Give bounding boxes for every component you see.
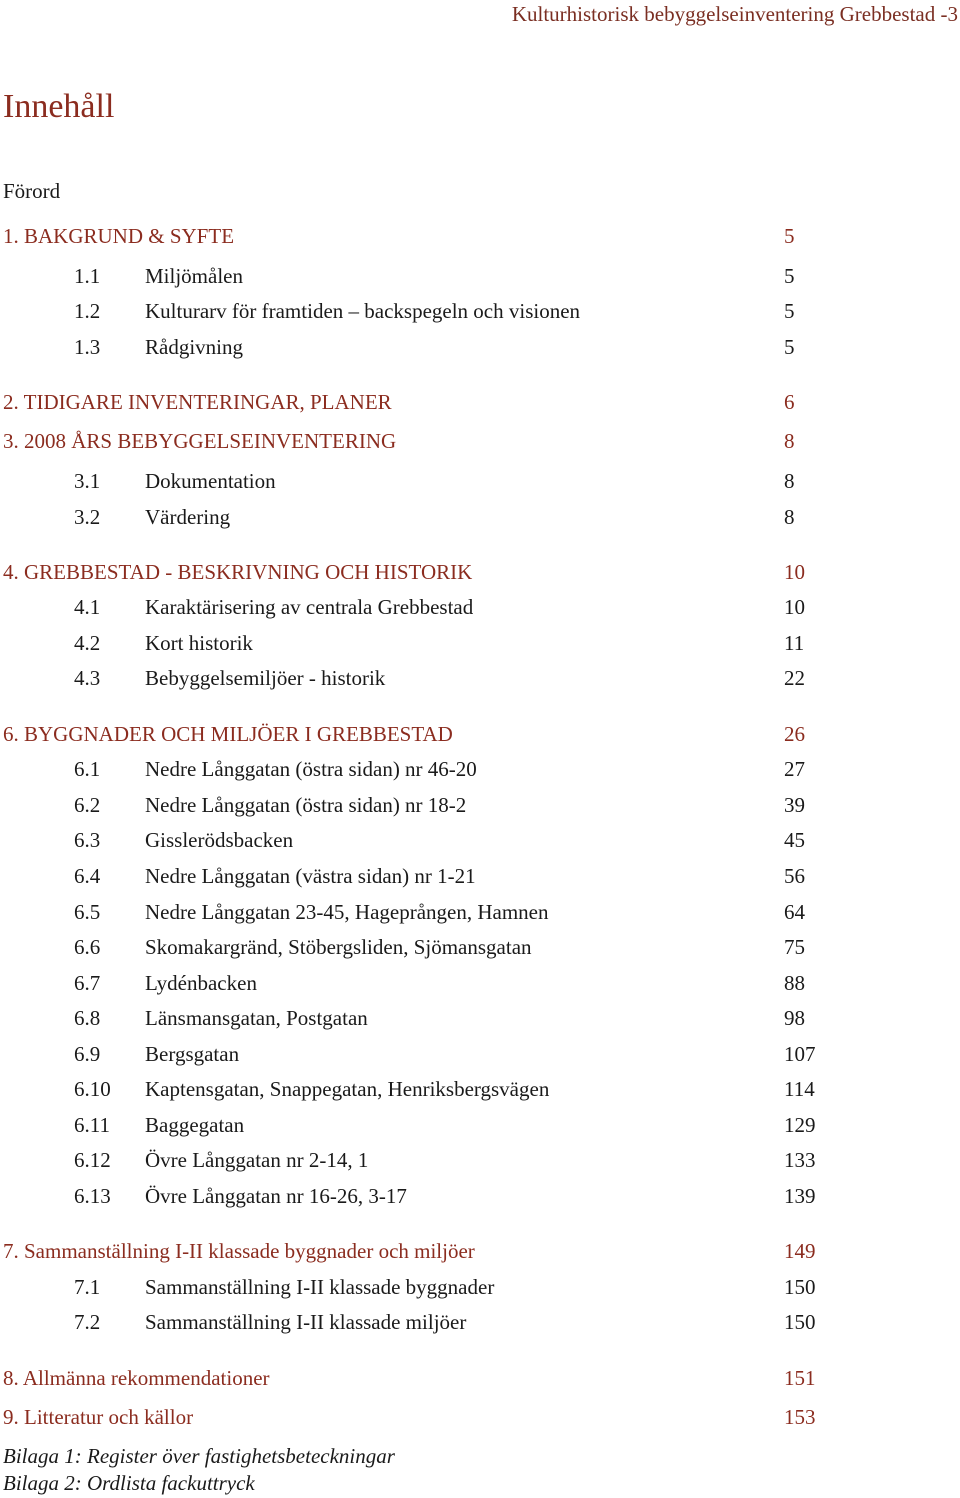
page-title: Innehåll (3, 88, 115, 125)
toc-number: 6.3 (74, 828, 101, 852)
toc-label: Övre Långgatan nr 16-26, 3-17 (145, 1184, 407, 1208)
toc-page-number: 5 (784, 264, 795, 288)
toc-label: 3. 2008 ÅRS BEBYGGELSEINVENTERING (3, 429, 397, 453)
toc-number: 4.3 (74, 666, 101, 690)
toc-label: Nedre Långgatan (östra sidan) nr 18-2 (145, 793, 467, 817)
toc-label: 4. GREBBESTAD - BESKRIVNING OCH HISTORIK (3, 560, 473, 584)
toc-number: 6.10 (74, 1077, 111, 1101)
toc-number: 4.2 (74, 631, 101, 655)
toc-page-number: 56 (784, 864, 805, 888)
toc-page-number: 27 (784, 757, 805, 781)
toc-number: 6.8 (74, 1006, 101, 1030)
toc-page-number: 39 (784, 793, 805, 817)
toc-label: 2. TIDIGARE INVENTERINGAR, PLANER (3, 390, 392, 414)
toc-page-number: 22 (784, 666, 805, 690)
toc-label: Nedre Långgatan 23-45, Hageprången, Hamnen (145, 900, 549, 924)
toc-number: 6.7 (74, 971, 101, 995)
toc-label: Kulturarv för framtiden – backspegeln och visionen (145, 299, 581, 323)
toc-label: 7. Sammanställning I-II klassade byggnader och miljöer (3, 1239, 475, 1263)
appendix-1[interactable]: Bilaga 1: Register över fastighetsbeteckningar (3, 1444, 395, 1468)
toc-number: 3.2 (74, 505, 101, 529)
toc-number: 3.1 (74, 469, 101, 493)
toc-label: Bergsgatan (145, 1042, 240, 1066)
toc-page-number: 64 (784, 900, 805, 924)
toc-page-number: 150 (784, 1275, 816, 1299)
toc-label: Övre Långgatan nr 2-14, 1 (145, 1148, 369, 1172)
toc-page-number: 26 (784, 722, 805, 746)
toc-label: Länsmansgatan, Postgatan (145, 1006, 368, 1030)
toc-page-number: 107 (784, 1042, 816, 1066)
toc-number: 6.4 (74, 864, 101, 888)
toc-number: 1.3 (74, 335, 101, 359)
toc-label: 6. BYGGNADER OCH MILJÖER I GREBBESTAD (3, 722, 453, 746)
toc-number: 6.1 (74, 757, 101, 781)
toc-page-number: 11 (784, 631, 805, 655)
toc-page-number: 5 (784, 299, 795, 323)
toc-page-number: 98 (784, 1006, 805, 1030)
toc-label: Karaktärisering av centrala Grebbestad (145, 595, 474, 619)
toc-number: 6.5 (74, 900, 101, 924)
toc-page-number: 10 (784, 595, 805, 619)
toc-number: 1.2 (74, 299, 101, 323)
toc-page-number: 150 (784, 1310, 816, 1334)
toc-label: Skomakargränd, Stöbergsliden, Sjömansgatan (145, 935, 532, 959)
toc-label: Förord (3, 179, 61, 203)
toc-label: 9. Litteratur och källor (3, 1405, 194, 1429)
toc-number: 6.2 (74, 793, 101, 817)
toc-page-number: 139 (784, 1184, 816, 1208)
toc-label: Baggegatan (145, 1113, 245, 1137)
toc-label: Miljömålen (145, 264, 243, 288)
toc-label: 8. Allmänna rekommendationer (3, 1366, 270, 1390)
toc-label: Lydénbacken (145, 971, 257, 995)
toc-page-number: 8 (784, 469, 795, 493)
toc-label: Sammanställning I-II klassade miljöer (145, 1310, 467, 1334)
toc-number: 1.1 (74, 264, 101, 288)
toc-label: Värdering (145, 505, 231, 529)
toc-page-number: 6 (784, 390, 795, 414)
toc-number: 6.12 (74, 1148, 111, 1172)
toc-page-number: 133 (784, 1148, 816, 1172)
toc-label: Sammanställning I-II klassade byggnader (145, 1275, 495, 1299)
toc-page-number: 5 (784, 335, 795, 359)
toc-page-number: 10 (784, 560, 805, 584)
toc-label: Dokumentation (145, 469, 276, 493)
toc-page-number: 8 (784, 505, 795, 529)
toc-label: Kaptensgatan, Snappegatan, Henriksbergsvägen (145, 1077, 550, 1101)
toc-page-number: 75 (784, 935, 805, 959)
toc-page-number: 153 (784, 1405, 816, 1429)
toc-page-number: 114 (784, 1077, 815, 1101)
toc-label: Kort historik (145, 631, 253, 655)
toc-page-number: 45 (784, 828, 805, 852)
toc-page-number: 151 (784, 1366, 816, 1390)
toc-page-number: 5 (784, 224, 795, 248)
running-header: Kulturhistorisk bebyggelseinventering Grebbestad -3 (511, 2, 958, 26)
toc-label: Rådgivning (145, 335, 243, 359)
toc-number: 6.13 (74, 1184, 111, 1208)
toc-page-number: 8 (784, 429, 795, 453)
toc-label: Bebyggelsemiljöer - historik (145, 666, 386, 690)
toc-label: Nedre Långgatan (västra sidan) nr 1-21 (145, 864, 476, 888)
toc-number: 6.11 (74, 1113, 110, 1137)
toc-page-number: 129 (784, 1113, 816, 1137)
appendix-2[interactable]: Bilaga 2: Ordlista fackuttryck (3, 1471, 255, 1495)
toc-number: 7.2 (74, 1310, 101, 1334)
toc-page-number: 88 (784, 971, 805, 995)
toc-label: 1. BAKGRUND & SYFTE (3, 224, 235, 248)
toc-number: 7.1 (74, 1275, 101, 1299)
toc-number: 4.1 (74, 595, 101, 619)
toc-label: Nedre Långgatan (östra sidan) nr 46-20 (145, 757, 477, 781)
toc-number: 6.6 (74, 935, 101, 959)
toc-label: Gisslerödsbacken (145, 828, 294, 852)
toc-number: 6.9 (74, 1042, 101, 1066)
toc-page-number: 149 (784, 1239, 816, 1263)
